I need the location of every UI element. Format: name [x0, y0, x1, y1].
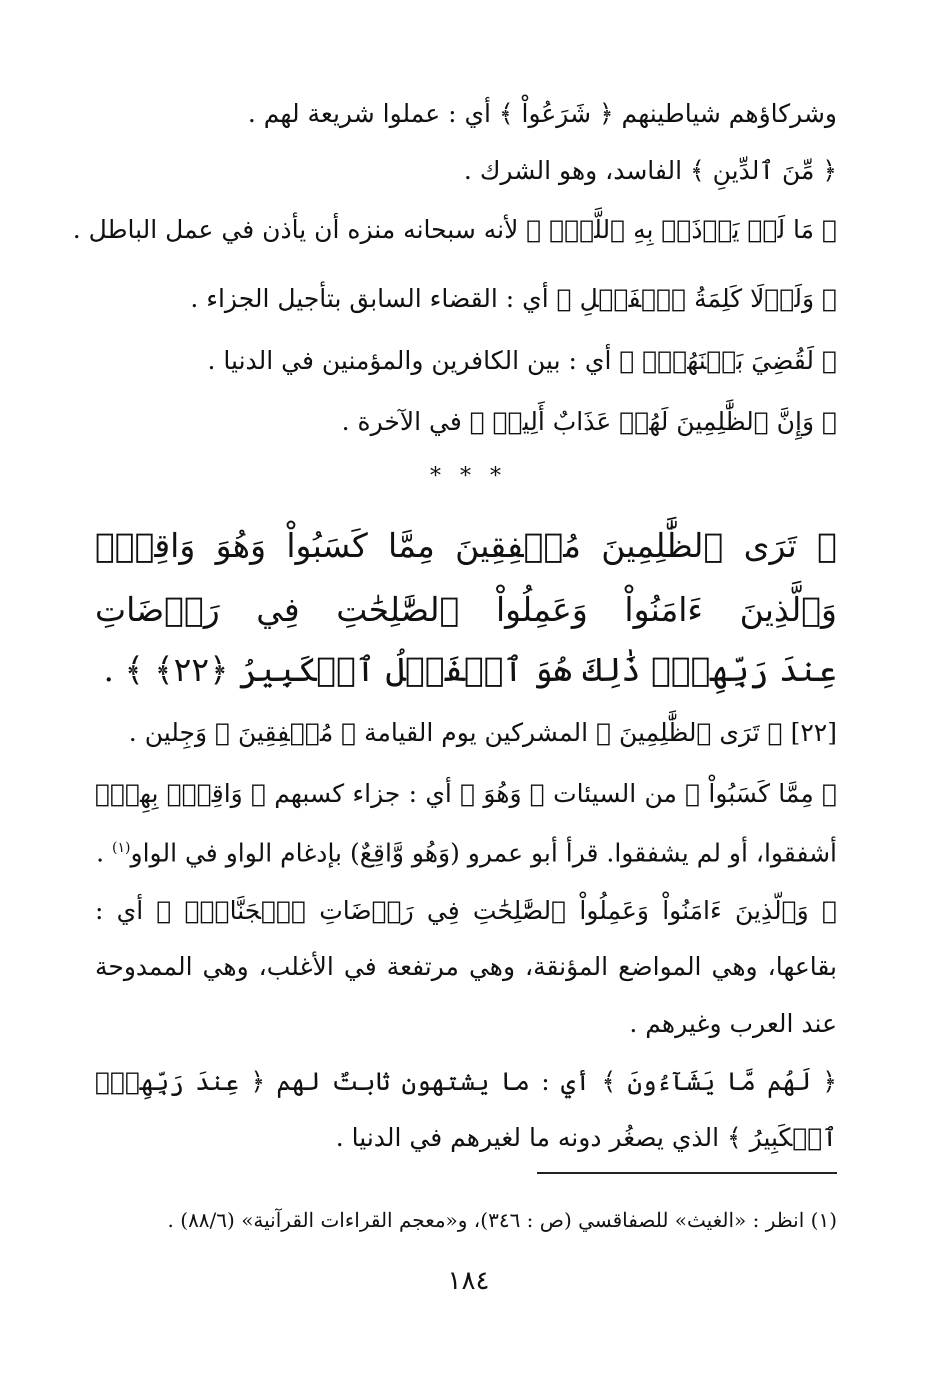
- footnote-divider: [537, 1172, 837, 1174]
- commentary-line: ﴿ وَإِنَّ ٱلظَّٰلِمِينَ لَهُمۡ عَذَابٌ أَلِيمٞ ﴾ في الآخرة .: [341, 407, 837, 436]
- page-number: ١٨٤: [447, 1266, 490, 1296]
- commentary-line: ٱلۡكَبِيرُ ﴾ الذي يصغُر دونه ما لغيرهم في الدنيا .: [335, 1123, 837, 1152]
- commentary-line: ﴿ لَهُم مَّا يَشَآءُونَ ﴾ أي : ما يشتهون ثابتٌ لهم ﴿ عِندَ رَبِّهِمۡۚ: [95, 1067, 837, 1096]
- commentary-line: بقاعها، وهي المواضع المؤنقة، وهي مرتفعة في الأغلب، وهي الممدوحة: [95, 952, 837, 981]
- quran-verse-line: ﴿ تَرَى ٱلظَّٰلِمِينَ مُشۡفِقِينَ مِمَّا كَسَبُواْ وَهُوَ وَاقِعُۢ: [95, 526, 837, 565]
- commentary-line: ﴿ وَلَوۡلَا كَلِمَةُ ٱلۡفَصۡلِ ﴾ أي : القضاء السابق بتأجيل الجزاء .: [190, 284, 837, 313]
- quran-verse-line: وَٱلَّذِينَ ءَامَنُواْ وَعَمِلُواْ ٱلصَّٰلِحَٰتِ فِي رَوۡضَاتِ: [95, 590, 837, 629]
- commentary-line: [٢٢] ﴿ تَرَى ٱلظَّٰلِمِينَ ﴾ المشركين يوم القيامة ﴿ مُشۡفِقِينَ ﴾ وَجِلين .: [128, 718, 837, 747]
- commentary-line: ﴿ مِّنَ ٱلدِّينِ ﴾ الفاسد، وهو الشرك .: [463, 156, 837, 185]
- commentary-line: وشركاؤهم شياطينهم ﴿ شَرَعُواْ ﴾ أي : عملوا شريعة لهم .: [247, 99, 837, 128]
- section-separator: * * *: [430, 464, 507, 489]
- commentary-text: أشفقوا، أو لم يشفقوا. قرأ أبو عمرو (وَهُو وَّاقِعٌ) بإدغام الواو في الواو: [130, 838, 837, 868]
- commentary-line: ﴿ وَٱلَّذِينَ ءَامَنُواْ وَعَمِلُواْ ٱلصَّٰلِحَٰتِ فِي رَوۡضَاتِ ٱلۡجَنَّاتِۖ ﴾ أي :: [95, 896, 837, 925]
- footnote: (١) انظر : «الغيث» للصفاقسي (ص : ٣٤٦)، و«معجم القراءات القرآنية» (٨٨/٦) .: [167, 1208, 837, 1232]
- sentence-end: .: [96, 838, 113, 868]
- commentary-line: ﴿ مَا لَمۡ يَأۡذَنۢ بِهِ ٱللَّهُۚ ﴾ لأنه سبحانه منزه أن يأذن في عمل الباطل .: [72, 215, 837, 244]
- commentary-line: ﴿ مِمَّا كَسَبُواْ ﴾ من السيئات ﴿ وَهُوَ ﴾ أي : جزاء كسبهم ﴿ وَاقِعُۢ بِهِمۡۗ: [95, 779, 837, 808]
- commentary-line: عند العرب وغيرهم .: [629, 1009, 837, 1038]
- footnote-reference: (١): [112, 840, 131, 856]
- commentary-line: [95, 828, 837, 873]
- quran-verse-line: عِندَ رَبِّهِمۡۚ ذَٰلِكَ هُوَ ٱلۡفَضۡلُ ٱلۡكَبِيرُ ﴿٢٢﴾ ﴾ .: [103, 650, 837, 689]
- commentary-line: ﴿ لَقُضِيَ بَيۡنَهُمۡۗ ﴾ أي : بين الكافرين والمؤمنين في الدنيا .: [207, 346, 837, 375]
